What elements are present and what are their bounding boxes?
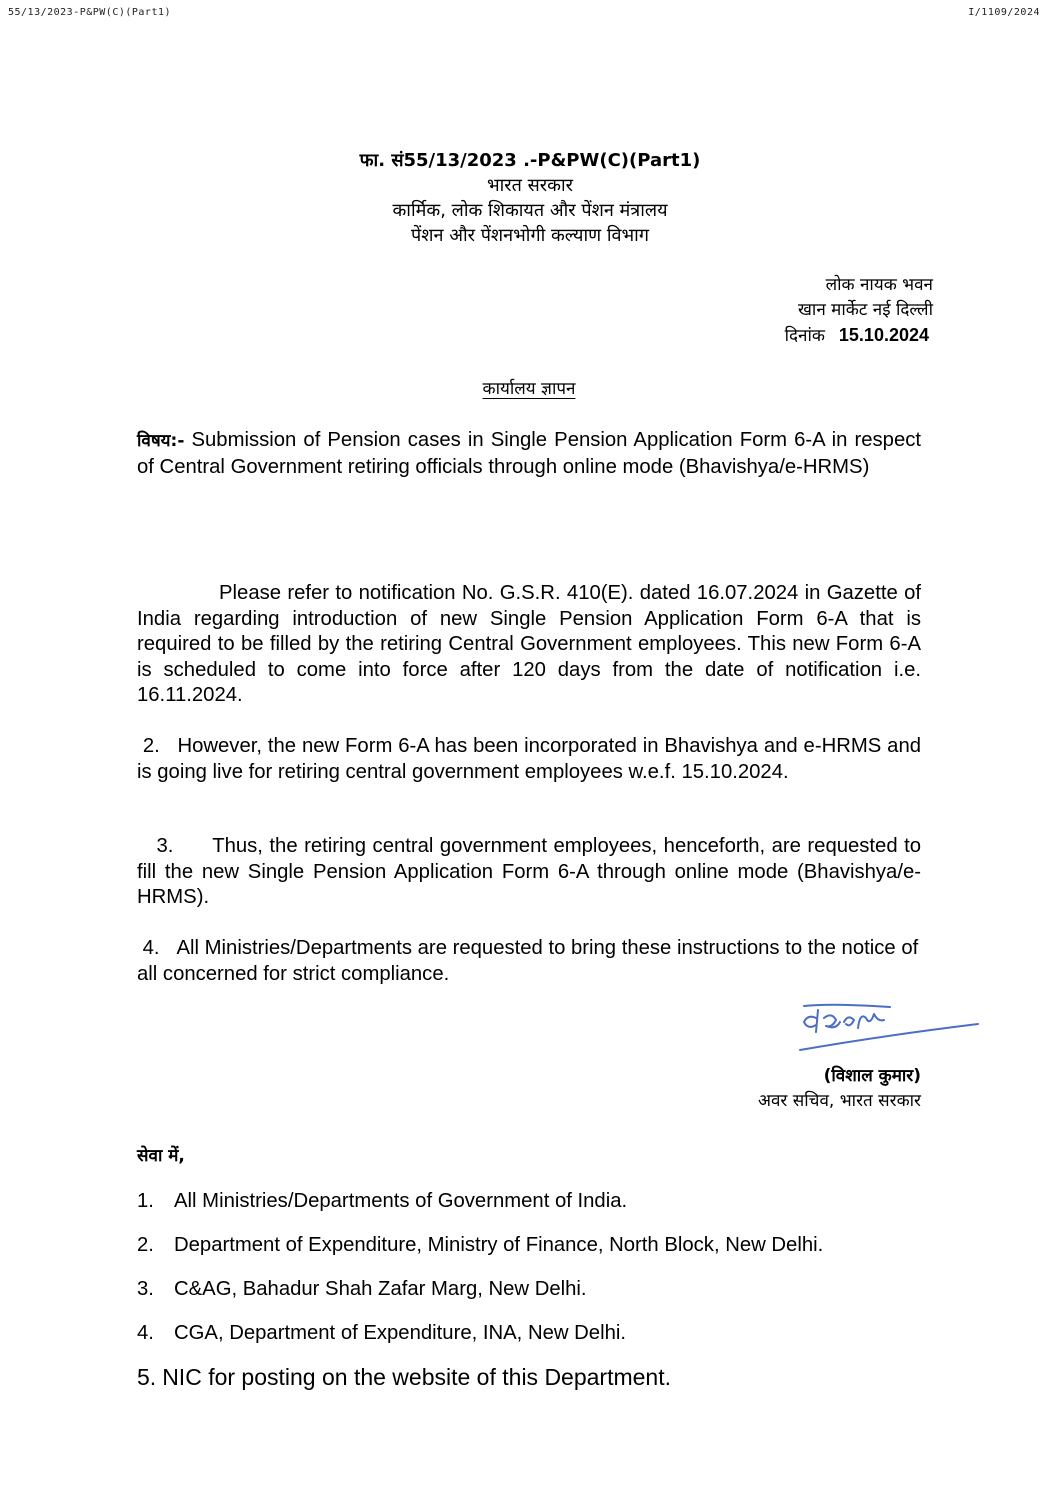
list-item: 2. Department of Expenditure, Ministry of Finance, North Block, New Delhi.: [137, 1234, 824, 1256]
subject-text: Submission of Pension cases in Single Pension Application Form 6-A in respect of Central Government retiring officials through online mode (Bhavishya/e-HRMS): [137, 429, 922, 478]
list-item: 1. All Ministries/Departments of Government of India.: [137, 1190, 628, 1212]
paragraph-2-text: However, the new Form 6-A has been incorporated in Bhavishya and e-HRMS and is going live for retiring central government employees w.e.f. 15.10.2024.: [137, 735, 922, 783]
paragraph-3: [137, 834, 921, 911]
paragraph-1: Please refer to notification No. G.S.R. 410(E). dated 16.07.2024 in Gazette of India regarding introduction of new Single Pension Application Form 6-A that is required to be filled by the retiring Central Government employees. This new Form 6-A is scheduled to come into force after 120 days from the date of notification i.e. 16.11.2024.: [137, 582, 921, 706]
paragraph-4: [137, 936, 921, 987]
handwritten-signature: [790, 992, 990, 1062]
distribution-list: [137, 1188, 937, 1408]
date-value: 15.10.2024: [838, 325, 929, 345]
address-locality: खान मार्केट नई दिल्ली: [798, 300, 933, 320]
document-number-header: I/1109/2024: [968, 7, 1040, 18]
signatory-name: (विशाल कुमार): [823, 1066, 921, 1086]
date-label: दिनांक: [784, 326, 825, 346]
paragraph-4-text: All Ministries/Departments are requested to bring these instructions to the notice of all concerned for strict compliance.: [137, 937, 919, 985]
list-item: 4. CGA, Department of Expenditure, INA, New Delhi.: [137, 1322, 627, 1344]
paragraph-2-number: 2.: [142, 735, 160, 757]
file-reference-header: 55/13/2023-P&PW(C)(Part1): [8, 7, 172, 18]
signatory-block: [758, 1064, 921, 1114]
paragraph-3-text: Thus, the retiring central government employees, henceforth, are requested to fill the new Single Pension Application Form 6-A through online mode (Bhavishya/e-HRMS).: [137, 835, 922, 908]
department-name: पेंशन और पेंशनभोगी कल्याण विभाग: [411, 225, 649, 246]
address-building: लोक नायक भवन: [825, 275, 933, 295]
ministry-name: कार्मिक, लोक शिकायत और पेंशन मंत्रालय: [392, 200, 668, 221]
subject-label: विषय:-: [137, 431, 185, 451]
date-line: [785, 323, 933, 349]
list-item: 5. NIC for posting on the website of this Department.: [137, 1364, 671, 1390]
paragraph-4-number: 4.: [142, 937, 160, 959]
subject-paragraph: [137, 428, 921, 480]
paragraph-2: [137, 734, 921, 785]
address-block: [785, 273, 933, 349]
issuer-block: [300, 148, 760, 248]
government-name: भारत सरकार: [486, 175, 574, 196]
file-number: फा. सं55/13/2023 .-P&PW(C)(Part1): [359, 150, 701, 171]
signatory-designation: अवर सचिव, भारत सरकार: [757, 1091, 921, 1111]
distribution-heading: सेवा में,: [137, 1146, 185, 1166]
paragraph-3-number: 3.: [156, 835, 174, 857]
list-item: 3. C&AG, Bahadur Shah Zafar Marg, New Delhi.: [137, 1278, 587, 1300]
memo-title: कार्यालय ज्ञापन: [482, 379, 576, 399]
